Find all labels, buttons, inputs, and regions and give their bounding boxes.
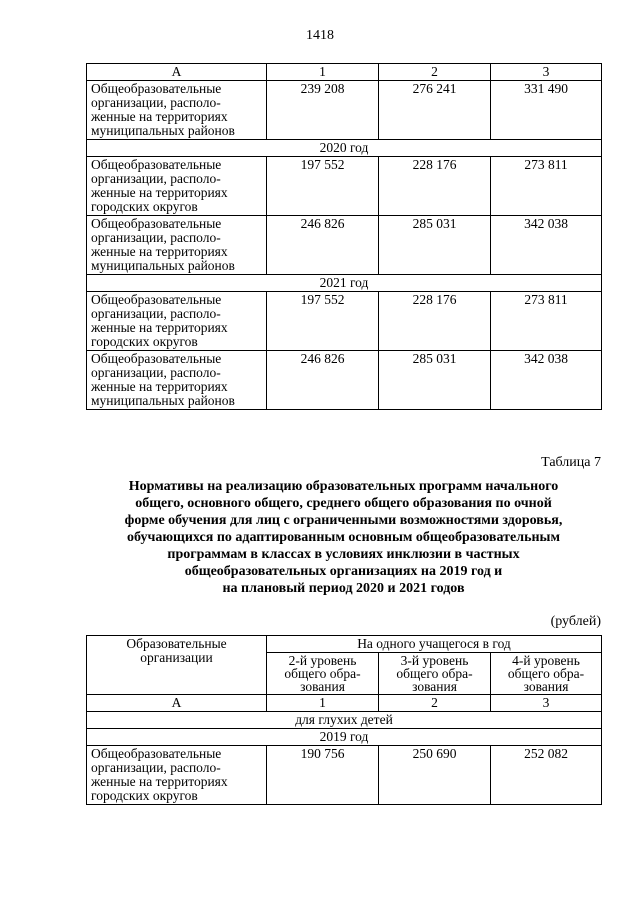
value-cell: 331 490: [491, 81, 602, 140]
col-header-level-4: 4-й уровень общего обра-зования: [491, 653, 602, 695]
title-line: форме обучения для лиц с ограниченными возможностями здоровья,: [124, 513, 563, 528]
table-title: [86, 478, 601, 597]
section-row: [87, 712, 602, 729]
table-row: [87, 81, 602, 140]
section-label: для глухих детей: [87, 712, 602, 729]
value-cell: 342 038: [491, 351, 602, 410]
norms-table-continued: [86, 63, 602, 410]
index-cell: 3: [491, 695, 602, 712]
title-line: обучающихся по адаптированным основным общеобразовательным: [126, 530, 561, 545]
table-row: [87, 746, 602, 805]
value-cell: 285 031: [379, 216, 491, 275]
index-cell: А: [87, 695, 267, 712]
value-cell: 246 826: [267, 351, 379, 410]
value-cell: 273 811: [491, 157, 602, 216]
col-header-group: На одного учащегося в год: [267, 636, 602, 653]
value-cell: 250 690: [379, 746, 491, 805]
index-row: [87, 695, 602, 712]
index-cell: 2: [379, 695, 491, 712]
row-name: Общеобразовательные организации, располо-женные на территориях городских округов: [87, 157, 267, 216]
row-name: Общеобразовательные организации, располо-женные на территориях муниципальных районов: [87, 351, 267, 410]
table-caption: Таблица 7: [541, 455, 601, 470]
index-cell: 1: [267, 695, 379, 712]
col-header-organizations: Образовательные организации: [87, 636, 267, 695]
col-header-level-2: 2-й уровень общего обра-зования: [267, 653, 379, 695]
value-cell: 246 826: [267, 216, 379, 275]
header-cell: 1: [267, 64, 379, 81]
table-row: [87, 216, 602, 275]
table-row: [87, 351, 602, 410]
row-name: Общеобразовательные организации, располо-женные на территориях муниципальных районов: [87, 81, 267, 140]
title-line: общеобразовательных организациях на 2019 год и: [184, 564, 503, 579]
value-cell: 239 208: [267, 81, 379, 140]
value-cell: 273 811: [491, 292, 602, 351]
title-line: на плановый период 2020 и 2021 годов: [222, 581, 465, 596]
row-name: Общеобразовательные организации, располо-женные на территориях муниципальных районов: [87, 216, 267, 275]
page-number: 1418: [306, 28, 334, 43]
value-cell: 228 176: [379, 292, 491, 351]
value-cell: 197 552: [267, 157, 379, 216]
units-label: (рублей): [550, 614, 601, 629]
title-line: программам в классах в условиях инклюзии в частных: [167, 547, 520, 562]
header-cell: 2: [379, 64, 491, 81]
title-line: Нормативы на реализацию образовательных программ начального: [128, 479, 559, 494]
title-line: общего, основного общего, среднего общего образования по очной: [135, 496, 552, 511]
value-cell: 252 082: [491, 746, 602, 805]
table-row: [87, 292, 602, 351]
header-row: [87, 64, 602, 81]
value-cell: 190 756: [267, 746, 379, 805]
value-cell: 228 176: [379, 157, 491, 216]
header-cell: 3: [491, 64, 602, 81]
header-cell: А: [87, 64, 267, 81]
year-label: 2021 год: [87, 275, 602, 292]
year-label: 2019 год: [87, 729, 602, 746]
value-cell: 342 038: [491, 216, 602, 275]
value-cell: 197 552: [267, 292, 379, 351]
row-name: Общеобразовательные организации, располо-женные на территориях городских округов: [87, 746, 267, 805]
col-header-level-3: 3-й уровень общего обра-зования: [379, 653, 491, 695]
year-row: [87, 729, 602, 746]
norms-table-7: [86, 635, 602, 805]
header-row: [87, 636, 602, 653]
year-row: [87, 140, 602, 157]
value-cell: 285 031: [379, 351, 491, 410]
table-row: [87, 157, 602, 216]
year-row: [87, 275, 602, 292]
year-label: 2020 год: [87, 140, 602, 157]
row-name: Общеобразовательные организации, располо-женные на территориях городских округов: [87, 292, 267, 351]
value-cell: 276 241: [379, 81, 491, 140]
